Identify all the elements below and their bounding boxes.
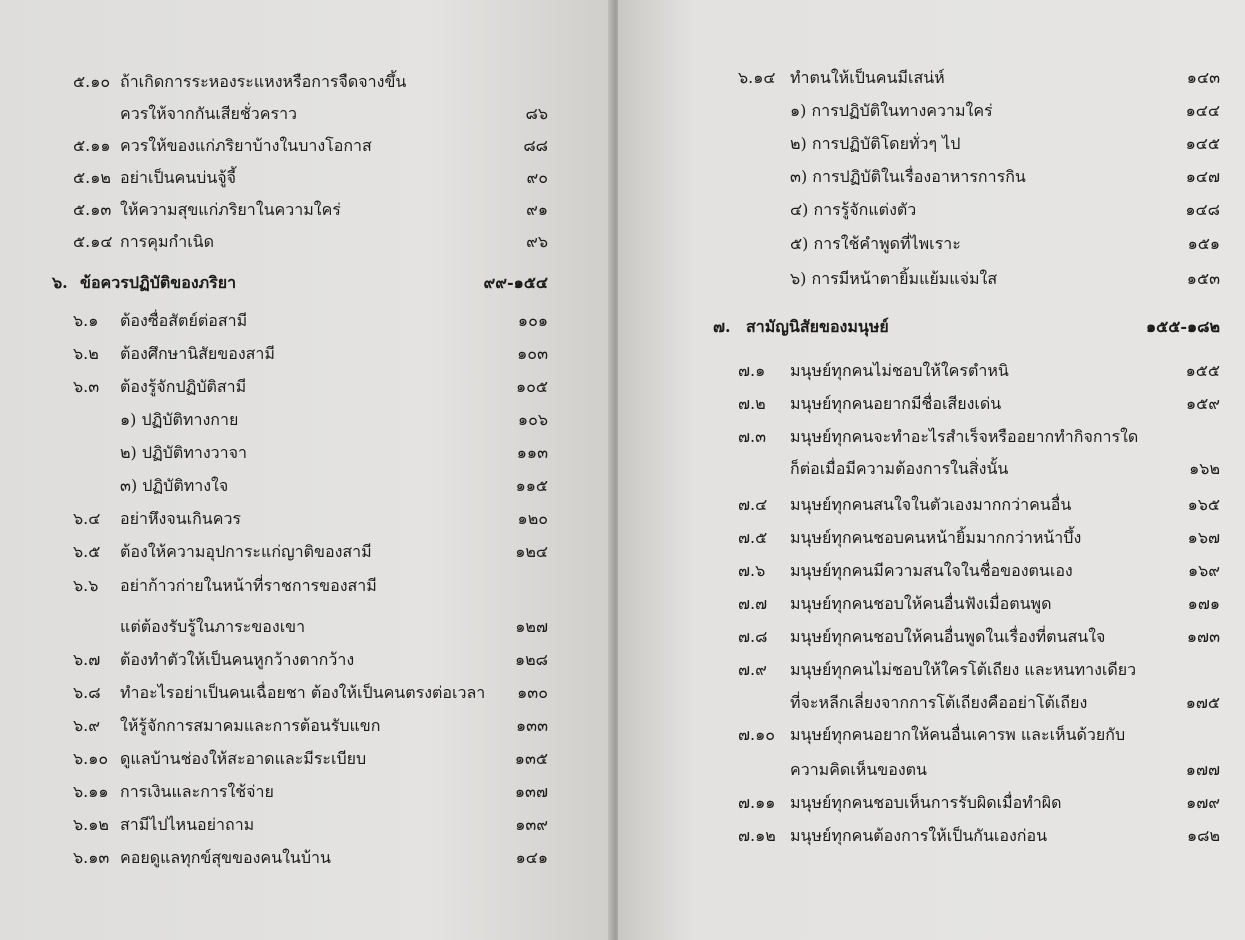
entry-title: มนุษย์ทุกคนอยากมีชื่อเสียงเด่น — [790, 394, 1002, 413]
entry-page-number: ๑๑๓ — [516, 443, 548, 462]
entry-page-number: ๑๓๕ — [514, 749, 548, 768]
entry-number: ๗.๙ — [738, 660, 767, 679]
entry-page-number: ๙๙-๑๕๔ — [483, 273, 548, 292]
entry-page-number: ๑๒๐ — [517, 509, 548, 528]
entry-page-number: ๑๗๕ — [1185, 693, 1220, 712]
entry-page-number: ๑๒๗ — [515, 617, 548, 636]
entry-page-number: ๑๔๘ — [1185, 200, 1220, 219]
entry-title: สามีไปไหนอย่าถาม — [120, 815, 255, 834]
entry-title: ต้องศึกษานิสัยของสามี — [120, 344, 275, 363]
entry-page-number: ๑๖๗ — [1187, 528, 1220, 547]
entry-title: แต่ต้องรับรู้ในภาระของเขา — [120, 617, 306, 636]
entry-title: ๖) การมีหน้าตายิ้มแย้มแจ่มใส — [790, 269, 998, 288]
entry-title: ให้รู้จักการสมาคมและการต้อนรับแขก — [120, 716, 381, 735]
entry-number: ๖.๑๒ — [73, 815, 109, 834]
entry-page-number: ๙๐ — [526, 168, 548, 187]
entry-title: มนุษย์ทุกคนอยากให้คนอื่นเคารพ และเห็นด้วยกับ — [790, 725, 1126, 744]
entry-title: การคุมกำเนิด — [120, 232, 214, 251]
entry-title: มนุษย์ทุกคนชอบคนหน้ายิ้มมากกว่าหน้าบึ้ง — [790, 528, 1082, 547]
entry-title: ทำอะไรอย่าเป็นคนเฉื่อยชา ต้องให้เป็นคนตรงต่อเวลา — [120, 683, 486, 702]
entry-page-number: ๑๖๒ — [1189, 459, 1220, 478]
entry-number: ๗.๖ — [738, 561, 766, 580]
entry-number: ๗.๑๒ — [738, 826, 776, 845]
entry-page-number: ๑๔๔ — [1185, 101, 1220, 120]
entry-title: มนุษย์ทุกคนชอบให้คนอื่นพูดในเรื่องที่ตนสนใจ — [790, 627, 1106, 646]
entry-page-number: ๑๔๗ — [1185, 167, 1220, 186]
entry-number: ๗.๔ — [738, 495, 768, 514]
entry-title: การเงินและการใช้จ่าย — [120, 782, 274, 801]
entry-title: ควรให้จากกันเสียชั่วคราว — [120, 104, 298, 123]
entry-title: ต้องรู้จักปฏิบัติสามี — [120, 377, 247, 396]
entry-title: ๓) การปฏิบัติในเรื่องอาหารการกิน — [790, 167, 1026, 186]
entry-number: ๖.๑๓ — [73, 848, 110, 867]
entry-page-number: ๑๔๕ — [1185, 134, 1220, 153]
entry-page-number: ๑๔๓ — [1186, 68, 1220, 87]
entry-number: ๗.๗ — [738, 594, 768, 613]
entry-page-number: ๑๖๕ — [1187, 495, 1220, 514]
entry-number: ๕.๑๐ — [73, 72, 111, 91]
entry-number: ๖.๑ — [73, 311, 99, 330]
entry-number: ๖.๖ — [73, 576, 99, 595]
entry-page-number: ๑๒๔ — [515, 542, 548, 561]
entry-number: ๗.๒ — [738, 394, 766, 413]
entry-title: มนุษย์ทุกคนจะทำอะไรสำเร็จหรืออยากทำกิจการใด — [790, 427, 1139, 446]
entry-number: ๖.๘ — [73, 683, 101, 702]
entry-number: ๖.๑๐ — [73, 749, 109, 768]
entry-number: ๖.๓ — [73, 377, 100, 396]
entry-title: ควรให้ของแก่ภริยาบ้างในบางโอกาส — [120, 136, 372, 155]
entry-title: ก็ต่อเมื่อมีความต้องการในสิ่งนั้น — [790, 459, 1009, 478]
entry-page-number: ๑๕๕-๑๘๒ — [1145, 317, 1220, 336]
entry-number: ๖.๑๔ — [738, 68, 776, 87]
entry-title: ทำตนให้เป็นคนมีเสน่ห์ — [790, 68, 945, 87]
entry-page-number: ๙๑ — [526, 200, 548, 219]
entry-page-number: ๑๗๑ — [1187, 594, 1220, 613]
entry-number: ๖. — [52, 273, 68, 292]
entry-title: ถ้าเกิดการระหองระแหงหรือการจืดจางขึ้น — [120, 72, 407, 91]
entry-page-number: ๑๘๒ — [1186, 826, 1220, 845]
entry-title: สามัญนิสัยของมนุษย์ — [746, 317, 889, 336]
entry-number: ๗.๑๐ — [738, 725, 776, 744]
entry-page-number: ๘๘ — [523, 136, 548, 155]
entry-page-number: ๘๖ — [525, 104, 548, 123]
entry-title: ต้องให้ความอุปการะแก่ญาติของสามี — [120, 542, 372, 561]
entry-number: ๖.๗ — [73, 650, 101, 669]
entry-page-number: ๑๓๓ — [515, 716, 548, 735]
entry-page-number: ๑๕๑ — [1187, 234, 1220, 253]
entry-title: อย่าก้าวก่ายในหน้าที่ราชการของสามี — [120, 576, 377, 595]
entry-title: มนุษย์ทุกคนไม่ชอบให้ใครโต้เถียง และหนทางเดียว — [790, 660, 1137, 679]
entry-title: อย่าเป็นคนบ่นจู้จี้ — [120, 168, 237, 187]
entry-page-number: ๑๗๗ — [1185, 760, 1220, 779]
entry-title: ๒) ปฏิบัติทางวาจา — [120, 443, 247, 462]
entry-number: ๕.๑๓ — [73, 200, 112, 219]
entry-page-number: ๑๕๕ — [1185, 361, 1220, 380]
left-page — [0, 0, 614, 940]
entry-title: ๑) การปฏิบัติในทางความใคร่ — [790, 101, 993, 120]
entry-title: ต้องซื่อสัตย์ต่อสามี — [120, 311, 248, 330]
entry-number: ๖.๔ — [73, 509, 101, 528]
entry-page-number: ๑๓๙ — [515, 815, 548, 834]
entry-title: มนุษย์ทุกคนต้องการให้เป็นกันเองก่อน — [790, 826, 1048, 845]
entry-page-number: ๙๖ — [526, 232, 548, 251]
entry-title: มนุษย์ทุกคนมีความสนใจในชื่อของตนเอง — [790, 561, 1073, 580]
entry-title: คอยดูแลทุกข์สุขของคนในบ้าน — [120, 848, 331, 867]
entry-title: ข้อควรปฏิบัติของภริยา — [80, 273, 237, 292]
entry-number: ๖.๑๑ — [73, 782, 109, 801]
entry-page-number: ๑๓๐ — [517, 683, 548, 702]
entry-title: มนุษย์ทุกคนสนใจในตัวเองมากกว่าคนอื่น — [790, 495, 1072, 514]
entry-page-number: ๑๐๖ — [517, 410, 548, 429]
entry-page-number: ๑๕๓ — [1186, 269, 1220, 288]
entry-number: ๕.๑๔ — [73, 232, 113, 251]
entry-title: ๓) ปฏิบัติทางใจ — [120, 476, 229, 495]
entry-number: ๗.๑ — [738, 361, 766, 380]
entry-title: อย่าหึงจนเกินควร — [120, 509, 242, 528]
entry-title: ดูแลบ้านช่องให้สะอาดและมีระเบียบ — [120, 749, 367, 768]
entry-title: ๔) การรู้จักแต่งตัว — [790, 200, 917, 219]
entry-number: ๗. — [713, 317, 731, 336]
entry-number: ๕.๑๑ — [73, 136, 111, 155]
entry-page-number: ๑๗๙ — [1186, 793, 1220, 812]
entry-number: ๗.๓ — [738, 427, 767, 446]
entry-page-number: ๑๖๙ — [1187, 561, 1220, 580]
entry-title: ๒) การปฏิบัติโดยทั่วๆ ไป — [790, 134, 961, 153]
entry-title: ที่จะหลีกเลี่ยงจากการโต้เถียงคืออย่าโต้เถียง — [790, 693, 1088, 712]
entry-title: มนุษย์ทุกคนไม่ชอบให้ใครตำหนิ — [790, 361, 1009, 380]
entry-title: ๕) การใช้คำพูดที่ไพเราะ — [790, 234, 961, 253]
entry-number: ๖.๒ — [73, 344, 99, 363]
entry-title: มนุษย์ทุกคนชอบเห็นการรับผิดเมื่อทำผิด — [790, 793, 1062, 812]
entry-page-number: ๑๒๘ — [514, 650, 548, 669]
entry-page-number: ๑๐๑ — [517, 311, 548, 330]
entry-number: ๗.๘ — [738, 627, 768, 646]
entry-number: ๗.๑๑ — [738, 793, 776, 812]
entry-page-number: ๑๕๙ — [1186, 394, 1220, 413]
entry-number: ๖.๕ — [73, 542, 101, 561]
entry-title: ความคิดเห็นของตน — [790, 760, 927, 779]
entry-page-number: ๑๑๕ — [515, 476, 548, 495]
entry-title: ต้องทำตัวให้เป็นคนหูกว้างตากว้าง — [120, 650, 355, 669]
entry-number: ๕.๑๒ — [73, 168, 111, 187]
entry-page-number: ๑๓๗ — [514, 782, 548, 801]
entry-title: มนุษย์ทุกคนชอบให้คนอื่นฟังเมื่อตนพูด — [790, 594, 1052, 613]
right-page — [618, 0, 1245, 940]
entry-number: ๗.๕ — [738, 528, 768, 547]
entry-title: ๑) ปฏิบัติทางกาย — [120, 410, 239, 429]
entry-page-number: ๑๐๓ — [517, 344, 548, 363]
entry-number: ๖.๙ — [73, 716, 100, 735]
entry-page-number: ๑๐๕ — [515, 377, 548, 396]
entry-title: ให้ความสุขแก่ภริยาในความใคร่ — [120, 200, 341, 219]
entry-page-number: ๑๗๓ — [1186, 627, 1220, 646]
entry-page-number: ๑๔๑ — [515, 848, 548, 867]
